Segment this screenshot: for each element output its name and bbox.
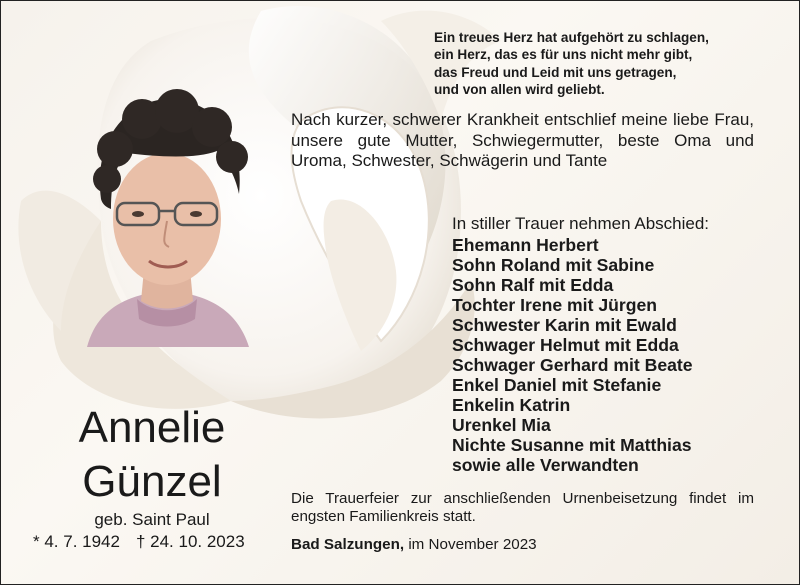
mourner-entry: Enkel Daniel mit Stefanie: [452, 375, 662, 395]
mourner-entry: Nichte Susanne mit Matthias: [452, 435, 692, 455]
birth-date: * 4. 7. 1942: [33, 532, 120, 551]
memorial-verse: [434, 29, 779, 98]
maiden-name: geb. Saint Paul: [94, 510, 210, 529]
mourner-entry: Schwager Helmut mit Edda: [452, 335, 679, 355]
mourners-list: [452, 213, 782, 475]
mourner-entry: Enkelin Katrin: [452, 395, 571, 415]
deceased-last-name: Günzel: [82, 457, 222, 506]
mourners-heading: In stiller Trauer nehmen Abschied:: [452, 214, 710, 233]
place-town: Bad Salzungen,: [291, 536, 405, 553]
deceased-first-name: Annelie: [78, 403, 226, 452]
verse-line: Ein treues Herz hat aufgehört zu schlagen,: [434, 30, 709, 45]
mourner-entry: Schwager Gerhard mit Beate: [452, 355, 693, 375]
mourner-entry: Schwester Karin mit Ewald: [452, 315, 677, 335]
mourner-entry: Ehemann Herbert: [452, 235, 599, 255]
mourner-entry: Urenkel Mia: [452, 415, 551, 435]
mourner-entry: Tochter Irene mit Jürgen: [452, 295, 657, 315]
mourner-entry: sowie alle Verwandten: [452, 455, 639, 475]
life-dates: [33, 532, 283, 552]
death-date: † 24. 10. 2023: [135, 532, 245, 551]
place-date: im November 2023: [408, 536, 537, 553]
ceremony-info: Die Trauerfeier zur anschließenden Urnenbeisetzung findet im engsten Familienkreis statt.: [291, 490, 754, 525]
place-and-date: [291, 536, 691, 554]
mourner-entry: Sohn Roland mit Sabine: [452, 255, 655, 275]
portrait-photo: [67, 79, 267, 347]
announcement-text: Nach kurzer, schwerer Krankheit entschlief meine liebe Frau, unsere gute Mutter, Schwiegermutter, beste Oma und Uroma, Schwester, Schwägerin und Tante: [291, 110, 754, 170]
mourner-entry: Sohn Ralf mit Edda: [452, 275, 614, 295]
verse-line: das Freud und Leid mit uns getragen,: [434, 64, 677, 80]
verse-line: ein Herz, das es für uns nicht mehr gibt,: [434, 47, 693, 63]
verse-line: und von allen wird geliebt.: [434, 81, 605, 97]
